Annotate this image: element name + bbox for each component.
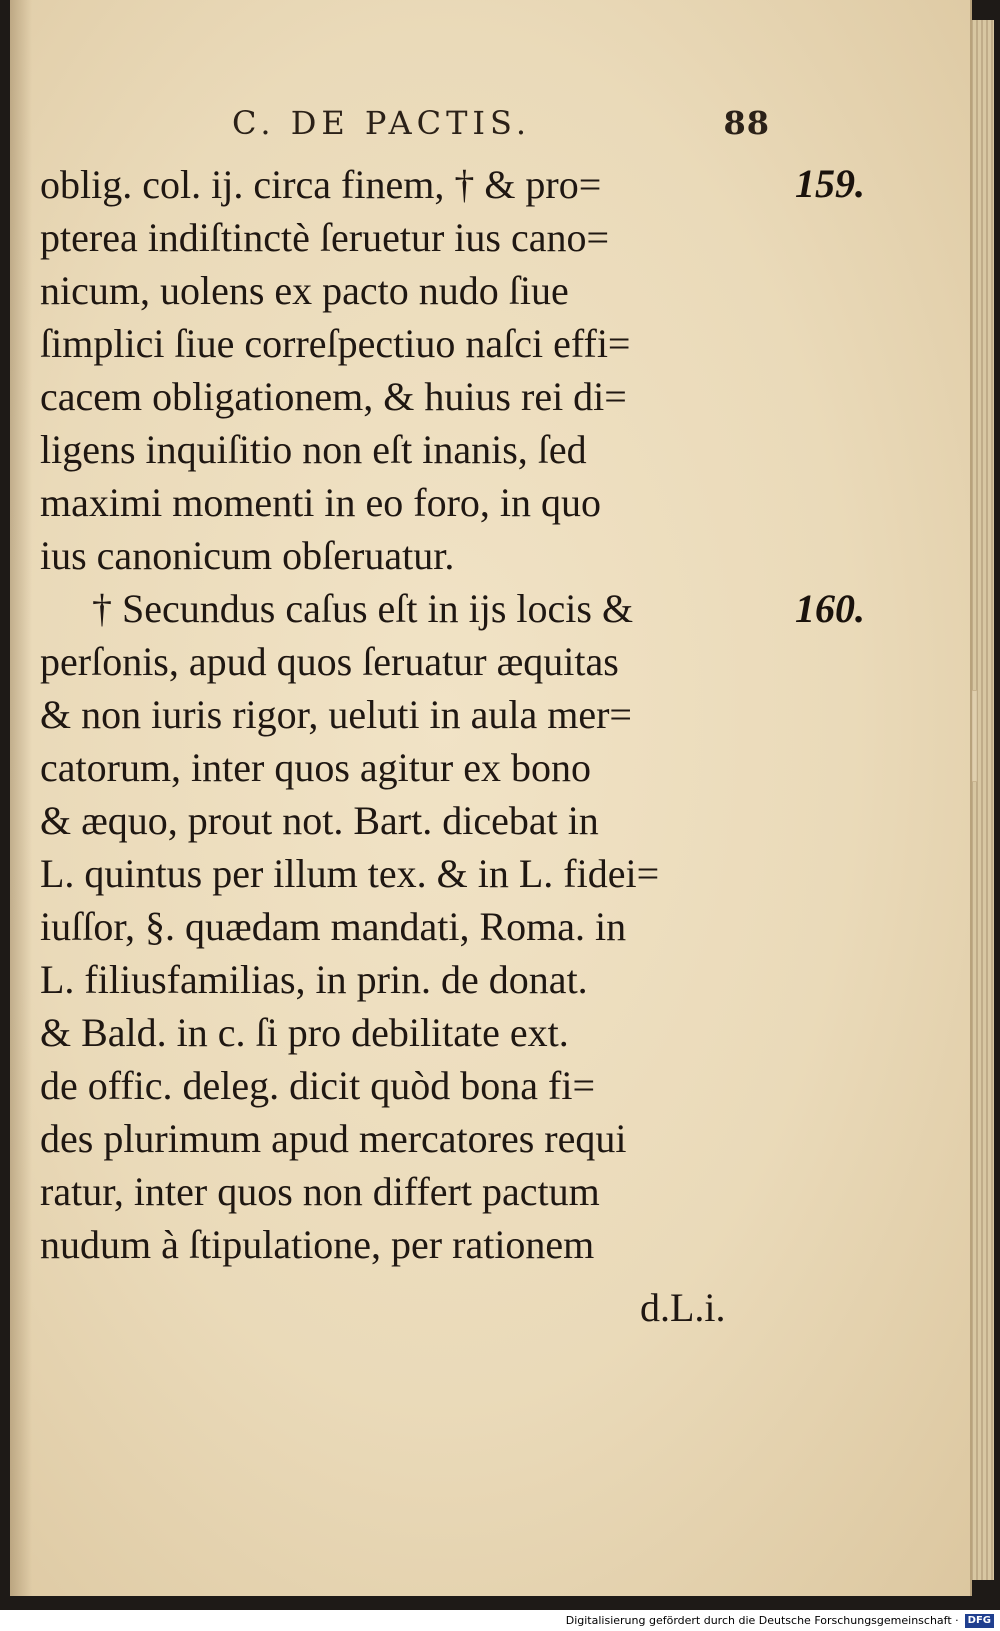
text-line: pterea indiſtinctè ſeruetur ius cano= — [40, 215, 610, 260]
text-line: maximi momenti in eo foro, in quo — [40, 480, 602, 525]
text-line: ligens inquiſitio non eſt inanis, ſed — [40, 427, 587, 472]
text-line: cacem obligationem, & huius rei di= — [40, 374, 627, 419]
text-line: iuſſor, §. quædam mandati, Roma. in — [40, 904, 627, 949]
text-line: ius canonicum obſeruatur. — [40, 533, 455, 578]
text-line: de offic. deleg. dicit quòd bona fi= — [40, 1063, 595, 1108]
digitization-credit — [0, 1610, 1000, 1631]
folio-number: 88 — [723, 104, 770, 142]
text-line: perſonis, apud quos ſeruatur æquitas — [40, 639, 619, 684]
text-line: & Bald. in c. ſi pro debilitate ext. — [40, 1010, 569, 1055]
text-line: des plurimum apud mercatores requi — [40, 1116, 627, 1161]
credit-text: Digitalisierung gefördert durch die Deutsche Forschungsgemeinschaft · — [565, 1614, 959, 1627]
text-line: nicum, uolens ex pacto nudo ſiue — [40, 268, 569, 313]
text-line: oblig. col. ij. circa finem, † & pro= — [40, 162, 602, 207]
margin-note-159: 159. — [795, 161, 865, 206]
running-head-title: C. DE PACTIS. — [232, 104, 531, 142]
text-line: ſimplici ſiue correſpectiuo naſci effi= — [40, 321, 631, 366]
text-line: & non iuris rigor, ueluti in aula mer= — [40, 692, 632, 737]
body-text — [40, 158, 780, 1271]
text-line: & æquo, prout not. Bart. dicebat in — [40, 798, 599, 843]
text-line: catorum, inter quos agitur ex bono — [40, 745, 591, 790]
text-line: L. quintus per illum tex. & in L. fidei= — [40, 851, 660, 896]
text-line: ratur, inter quos non differt pactum — [40, 1169, 600, 1214]
text-line: † Secundus caſus eſt in ijs locis & — [92, 586, 634, 631]
dfg-logo: DFG — [965, 1614, 994, 1628]
text-line: nudum à ſtipulatione, per rationem — [40, 1222, 595, 1267]
text-line: L. filiusfamilias, in prin. de donat. — [40, 957, 588, 1002]
running-head — [150, 104, 770, 148]
catchword: d.L.i. — [640, 1285, 726, 1330]
margin-note-160: 160. — [795, 586, 865, 631]
